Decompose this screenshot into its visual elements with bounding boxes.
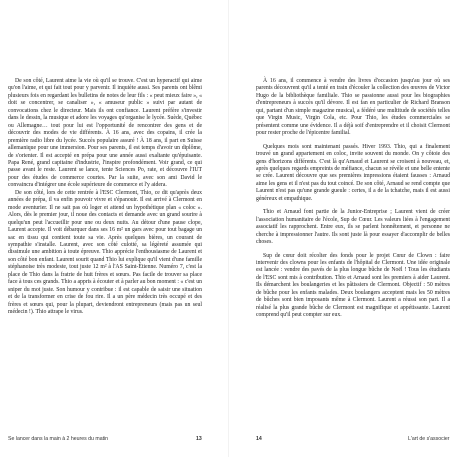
right-paragraph: À 16 ans, il commence à vendre des livres d'occasion jusqu'au jour où ses parents découvrent qu'il a tenté en train d'écouler la collection des œuvres de Victor Hugo de la bibliothèque familiale. Thio se passionne aussi pour les biographies d'entrepreneurs à succès qu'il dévore. Il est fan en particulier de Richard Branson qui, partant d'un simple magazine musical, a fédéré une multitude de sociétés telles que Virgin Music, Virgin Cola, etc. Pour Thio, les études commerciales se présentent comme une évidence. Il a déjà soif d'entreprendre et il choisit Clermont pour rester proche de l'épicentre familial. bbox=[256, 78, 450, 137]
left-paragraph: De son côté, lors de cette rentrée à l'ESC Clermont, Thio, ce dit qu'après deux années de prépa, il va enfin pouvoir vivre et s'épanouir. Il est arrivé à Clermont en mode aventurier. Il ne sait pas où loger et attend un hypothétique plan « coloc ». Alors, dès le premier jour, il noue des contacts et demande avec un grand sourire à quelqu'un peut l'accueillir pour une ou deux nuits. Au détour d'une pause clope, Laurent accepte. Il voit débarquer dans ses 16 m² un gars avec pour tout bagage un sac en tissu qui contient toute sa vie. Après quelques bières, un courant de sympathie s'installe. Laurent, avec son côté culotté, sa légèreté assumée qui dissimule une ambition à toute épreuve. Thio apprécie l'enthousiasme de Laurent et son côté bon enfant. Laurent sourit quand Thio lui explique qu'il vient d'une famille stéphanoise très modeste, tout juste 12 m² à l'AS Saint-Étienne. Numéro 7, c'est la place de Thio dans la fratrie de huit frères et sœurs. Pas facile de trouver sa place face à tous ces grands. Thio a appris à écouter et à parler au bon moment : « c'est un sniper du mot juste. Son humour y contribue : il est capable de saisir une situation et de la transformer en crise de fou rire. Il a un père médecin très occupé et des frères et sœurs qui, pour la plupart, deviendront entrepreneurs (mais pas un seul médecin !). Thio attrape le virus. bbox=[8, 189, 202, 316]
left-page-body bbox=[8, 78, 202, 317]
left-running-footer: Se lancer dans la main à 2 heures du matin bbox=[8, 436, 109, 442]
left-paragraph: De son côté, Laurent aime la vie où qu'il se trouve. C'est un hyperactif qui aime qu'on l'aime, et qui fait tout pour y parvenir. Il inquiète aussi. Ses parents ont blêmi plusieurs fois en regardant les bulletins de notes de leur fils : « peut mieux faire », « doit se concentrer, se canaliser », « amuseur public » suivi par autant de convocations chez le directeur. Mais ils ont confiance. Laurent préfère s'investir dans le dessin, la musique et adore les voyages qu'organise le lycée. Suède, Québec ou Allemagne… tout pour lui est l'opportunité de rencontrer des gens et de découvrir des modes de vie différents. À 16 ans, avec des copains, il crée la première radio libre du lycée. Succès populaire assuré ! À 18 ans, il part en Suisse allemanique pour une immersion. Pour ses parents, il est temps d'avoir un diplôme, de s'orienter. Il est accepté en prépa pour une année aussi exaltante qu'épuisante. Papa René, grand capitaine d'industrie, l'inspire profondément. Voir grand, ce qui passe avant le reste. Laurent se lance, tente Sciences Po, rate, et découvre l'IUT pour des études de commerce courtes. Par la suite, avec son ami David le convaincra d'intégrer une école supérieure de commerce et l'y aidera. bbox=[8, 78, 202, 189]
right-page bbox=[229, 0, 457, 457]
right-paragraph: Sup de cœur doit récolter des fonds pour le projet Cœur de Clown : faire intervenir des clowns pour les enfants de l'hôpital de Clermont. Une idée originale est lancée : vendre des pavés de la plus longue bûche de Noël ! Tous les étudiants de l'ESC sont mis à contribution. Thio et Arnaud sont les premiers à aider Laurent. Ils démarchent les boulangeries et les pâtissiers de Clermont. Objectif : 50 mètres de bûche pour les enfants malades. Deux boulangers acceptent mais les 50 mètres de bûches sont bien imposants même à Clermont. Laurent a réussi son pari. Il a réalisé la plus grande bûche de Clermont est magnifique et appétissante. Laurent comprend qu'il peut compter sur eux. bbox=[256, 252, 450, 319]
right-page-body bbox=[256, 78, 450, 320]
right-paragraph: Quelques mois sont maintenant passés. Hiver 1993. Thio, qui a finalement trouvé un grand appartement en coloc, invite souvent du monde. On y côtoie des gens d'horizons différents. C'est là qu'Arnaud et Laurent se croisent à nouveau, et, après quelques regards empreints de méfiance, chacun se révèle et une belle entente se crée. Laurent découvre que ses premières impressions étaient fausses : Arnaud aime les gens et il n'est pas du tout coincé. De son côté, Arnaud se rend compte que Laurent n'est pas qu'une grande gueule : certes, il a de la tchatche, mais il est aussi généreux et empathique. bbox=[256, 143, 450, 202]
left-page bbox=[0, 0, 228, 457]
left-page-number: 13 bbox=[196, 436, 202, 442]
right-running-footer: L'art de s'associer bbox=[408, 436, 450, 442]
right-page-number: 14 bbox=[256, 436, 262, 442]
right-paragraph: Thio et Arnaud font partie de la Junior-Entreprise ; Laurent vient de créer l'association humanitaire de l'école, Sup de Cœur. Les valeurs liées à l'engagement associatif les rapprochent. Entre eux, ils se parlent honnêtement, et personne ne cherche à impressionner l'autre. Ils sont juste là pour essayer d'accomplir de belles choses. bbox=[256, 209, 450, 246]
